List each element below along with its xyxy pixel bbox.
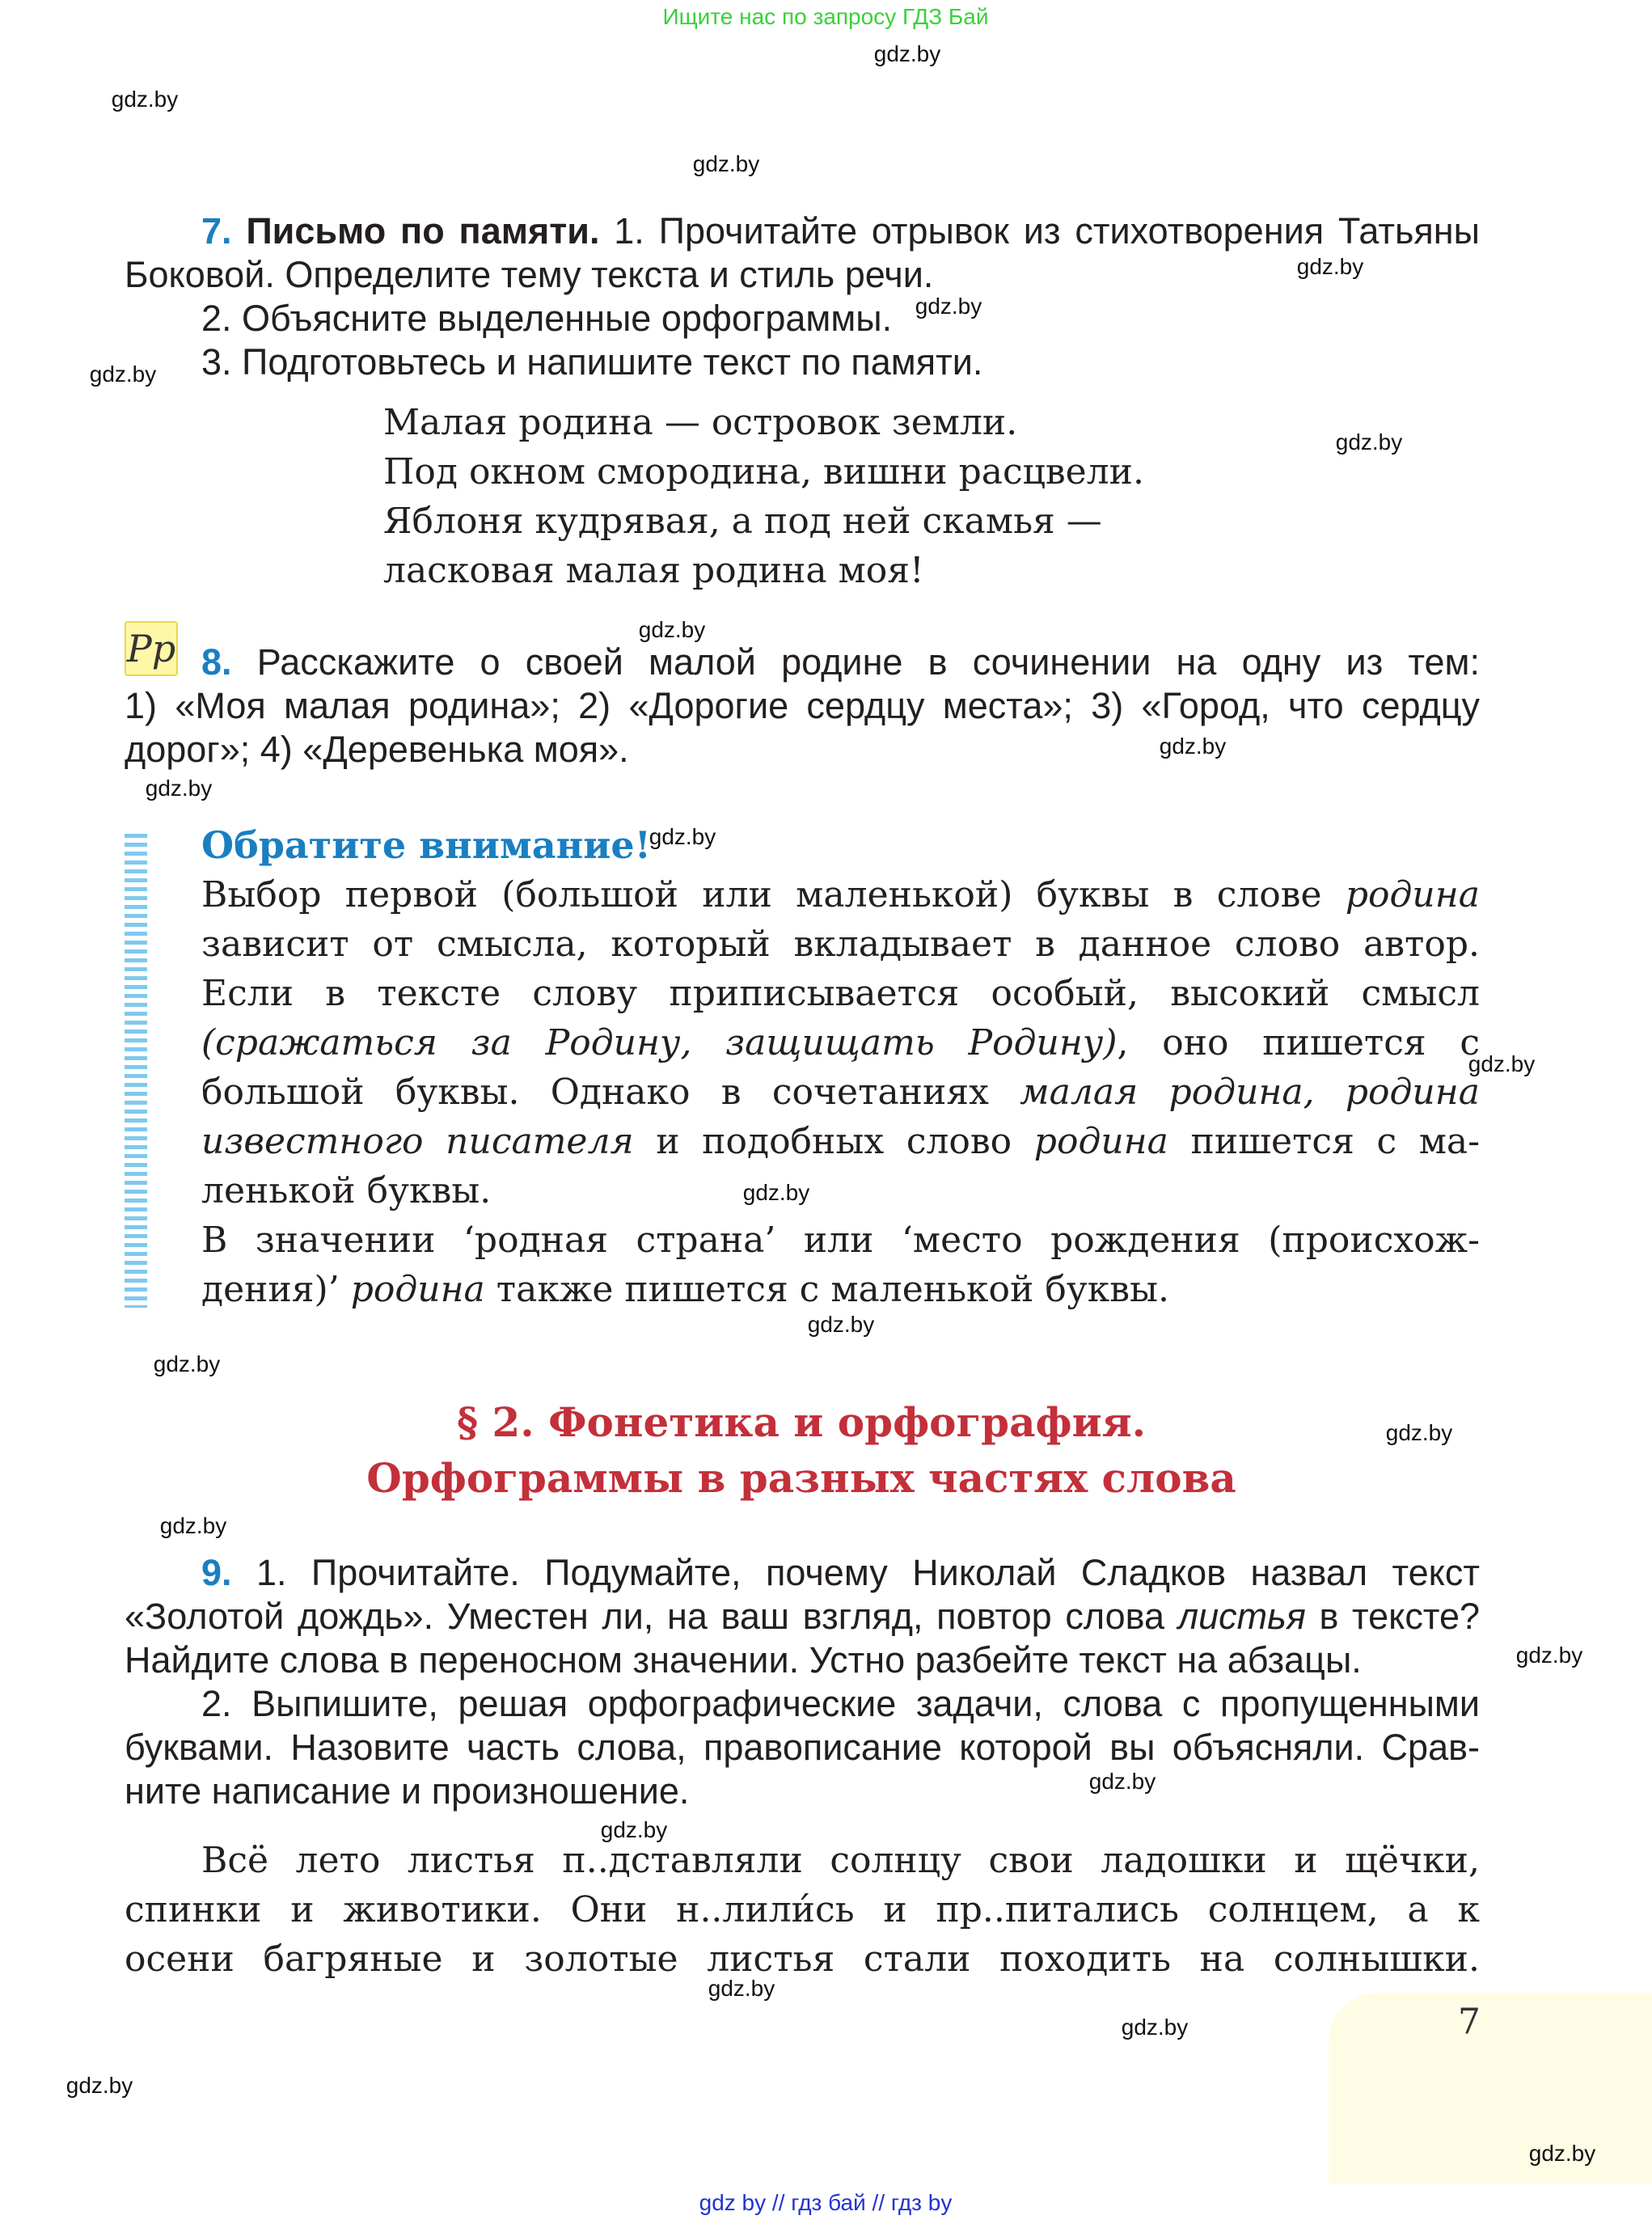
italic-term: родина (1345, 874, 1480, 915)
text-line (125, 209, 1480, 253)
text-line (125, 253, 1480, 297)
footer-links[interactable]: gdz by // гдз бай // гдз by (699, 2190, 953, 2215)
watermark: gdz.by (1335, 429, 1403, 455)
poem-line: Малая родина — островок земли. (383, 402, 1018, 443)
speech-development-icon: Pp (125, 621, 178, 676)
attention-heading: Обратите внимание! (201, 823, 651, 867)
watermark: gdz.by (111, 87, 179, 112)
attention-rule-text (201, 870, 1480, 1314)
watermark: gdz.by (1515, 1643, 1583, 1668)
text-line (125, 1885, 1480, 1934)
text-line (201, 1117, 1480, 1166)
watermark: gdz.by (649, 824, 716, 849)
text-line (201, 1018, 1480, 1068)
text-segment: и подобных слово (633, 1121, 1034, 1162)
text-line (201, 1216, 1480, 1265)
text-segment: , оно пишется с (1117, 1022, 1481, 1063)
watermark: gdz.by (1296, 254, 1364, 279)
text-line (125, 297, 1480, 340)
watermark: gdz.by (89, 362, 157, 387)
poem-line: Под окном смородина, вишни расцвели. (383, 451, 1144, 493)
text-segment: буквами. Назовите часть слова, правописание которой вы объясняли. Срав- (125, 1727, 1480, 1768)
text-segment: осени багряные и золотые листья стали походить на солнышки. (125, 1939, 1480, 1980)
watermark: gdz.by (1088, 1769, 1156, 1794)
task-8 (125, 641, 1480, 772)
text-line (125, 1551, 1480, 1595)
text-segment: ленькой буквы. (201, 1170, 492, 1211)
text-segment: Письмо по памяти. (231, 210, 600, 252)
text-passage (125, 1836, 1480, 1984)
text-segment: 3. Подготовьтесь и напишите текст по памяти. (201, 341, 983, 383)
text-line (201, 920, 1480, 969)
text-line (201, 1068, 1480, 1117)
text-segment: 2. Выпишите, решая орфографические задачи, слова с пропущенными (201, 1683, 1480, 1724)
watermark: gdz.by (807, 1312, 875, 1337)
section-title-line1: § 2. Фонетика и орфография. (456, 1398, 1147, 1446)
task-7 (125, 209, 1480, 384)
watermark: gdz.by (915, 294, 982, 319)
text-segment: Выбор первой (большой или маленькой) буквы в слове (201, 874, 1346, 915)
text-segment: пишется с ма- (1168, 1121, 1481, 1162)
text-segment: Расскажите о своей малой родине в сочинении на одну из тем: (231, 641, 1480, 683)
text-line (125, 1595, 1480, 1638)
text-segment: Боковой. Определите тему текста и стиль речи. (125, 254, 934, 295)
watermark: gdz.by (1159, 734, 1227, 759)
watermark: gdz.by (638, 617, 706, 642)
text-segment: 1. Прочитайте. Подумайте, почему Николай Сладков назвал текст (231, 1552, 1480, 1593)
text-segment: Найдите слова в переносном значении. Устно разбейте текст на абзацы. (125, 1639, 1362, 1681)
text-line (125, 1726, 1480, 1769)
italic-term: родина (350, 1269, 485, 1310)
task-9 (125, 1551, 1480, 1813)
text-line (125, 641, 1480, 684)
text-segment: В значении ‘родная страна’ или ‘место рождения (происхож- (201, 1220, 1480, 1261)
task-number: 7. (201, 210, 232, 252)
text-line (125, 1836, 1480, 1885)
text-line (125, 1934, 1480, 1984)
italic-term: малая родина, родина (1020, 1072, 1480, 1113)
watermark: gdz.by (742, 1180, 810, 1205)
watermark: gdz.by (708, 1976, 775, 2001)
text-segment: Если в тексте слову приписывается особый, высокий смысл (201, 973, 1480, 1014)
attention-stripe-decoration (125, 834, 147, 1308)
text-line (125, 684, 1480, 728)
watermark: gdz.by (692, 151, 760, 176)
watermark: gdz.by (873, 41, 941, 66)
italic-term: известного писателя (201, 1121, 634, 1162)
top-search-note: Ищите нас по запросу ГДЗ Бай (662, 4, 989, 29)
section-title-line2: Орфограммы в разных частях слова (366, 1454, 1236, 1502)
watermark: gdz.by (153, 1351, 221, 1376)
text-segment: 1. Прочитайте отрывок из стихотворения Татьяны (599, 210, 1480, 252)
watermark: gdz.by (1528, 2141, 1596, 2166)
text-segment: спинки и животики. Они н..лили́сь и пр..питались солнцем, а к (125, 1889, 1480, 1930)
task-number: 9. (201, 1552, 232, 1593)
text-segment: большой буквы. Однако в сочетаниях (201, 1072, 1020, 1113)
watermark: gdz.by (65, 2073, 133, 2098)
text-line (125, 340, 1480, 384)
poem-line: ласковая малая родина моя! (383, 550, 924, 591)
text-line (125, 728, 1480, 772)
text-line (201, 1166, 1480, 1216)
text-segment: дорог»; 4) «Деревенька моя». (125, 729, 629, 770)
text-segment: также пишется с маленькой буквы. (484, 1269, 1170, 1310)
text-line (201, 870, 1480, 920)
task-number: 8. (201, 641, 232, 683)
page-number: 7 (1458, 2001, 1481, 2043)
watermark: gdz.by (600, 1817, 668, 1842)
text-line (125, 1638, 1480, 1682)
text-segment: 1) «Моя малая родина»; 2) «Дорогие сердцу места»; 3) «Город, что сердцу (125, 685, 1480, 726)
text-line (201, 1265, 1480, 1314)
text-segment: дения)’ (201, 1269, 351, 1310)
italic-term: (сражаться за Родину, защищать Родину) (201, 1022, 1118, 1063)
watermark: gdz.by (1121, 2015, 1189, 2040)
page-number-box (1329, 1993, 1652, 2184)
watermark: gdz.by (1468, 1051, 1536, 1076)
text-line (201, 969, 1480, 1018)
text-line (125, 1682, 1480, 1726)
watermark: gdz.by (1385, 1420, 1453, 1445)
watermark: gdz.by (145, 776, 213, 801)
text-segment: «Золотой дождь». Уместен ли, на ваш взгляд, повтор слова (125, 1596, 1178, 1637)
text-segment: Всё лето листья п..дставляли солнцу свои ладошки и щёчки, (201, 1840, 1480, 1881)
poem-line: Яблоня кудрявая, а под ней скамья — (383, 501, 1102, 542)
poem (383, 398, 1144, 595)
text-segment: зависит от смысла, который вкладывает в данное слово автор. (201, 924, 1480, 965)
text-segment: ните написание и произношение. (125, 1770, 690, 1812)
italic-term: листья (1177, 1596, 1306, 1637)
text-line (125, 1769, 1480, 1813)
text-segment: 2. Объясните выделенные орфограммы. (201, 298, 893, 339)
text-segment: в тексте? (1305, 1596, 1481, 1637)
watermark: gdz.by (159, 1513, 227, 1538)
italic-term: родина (1033, 1121, 1168, 1162)
